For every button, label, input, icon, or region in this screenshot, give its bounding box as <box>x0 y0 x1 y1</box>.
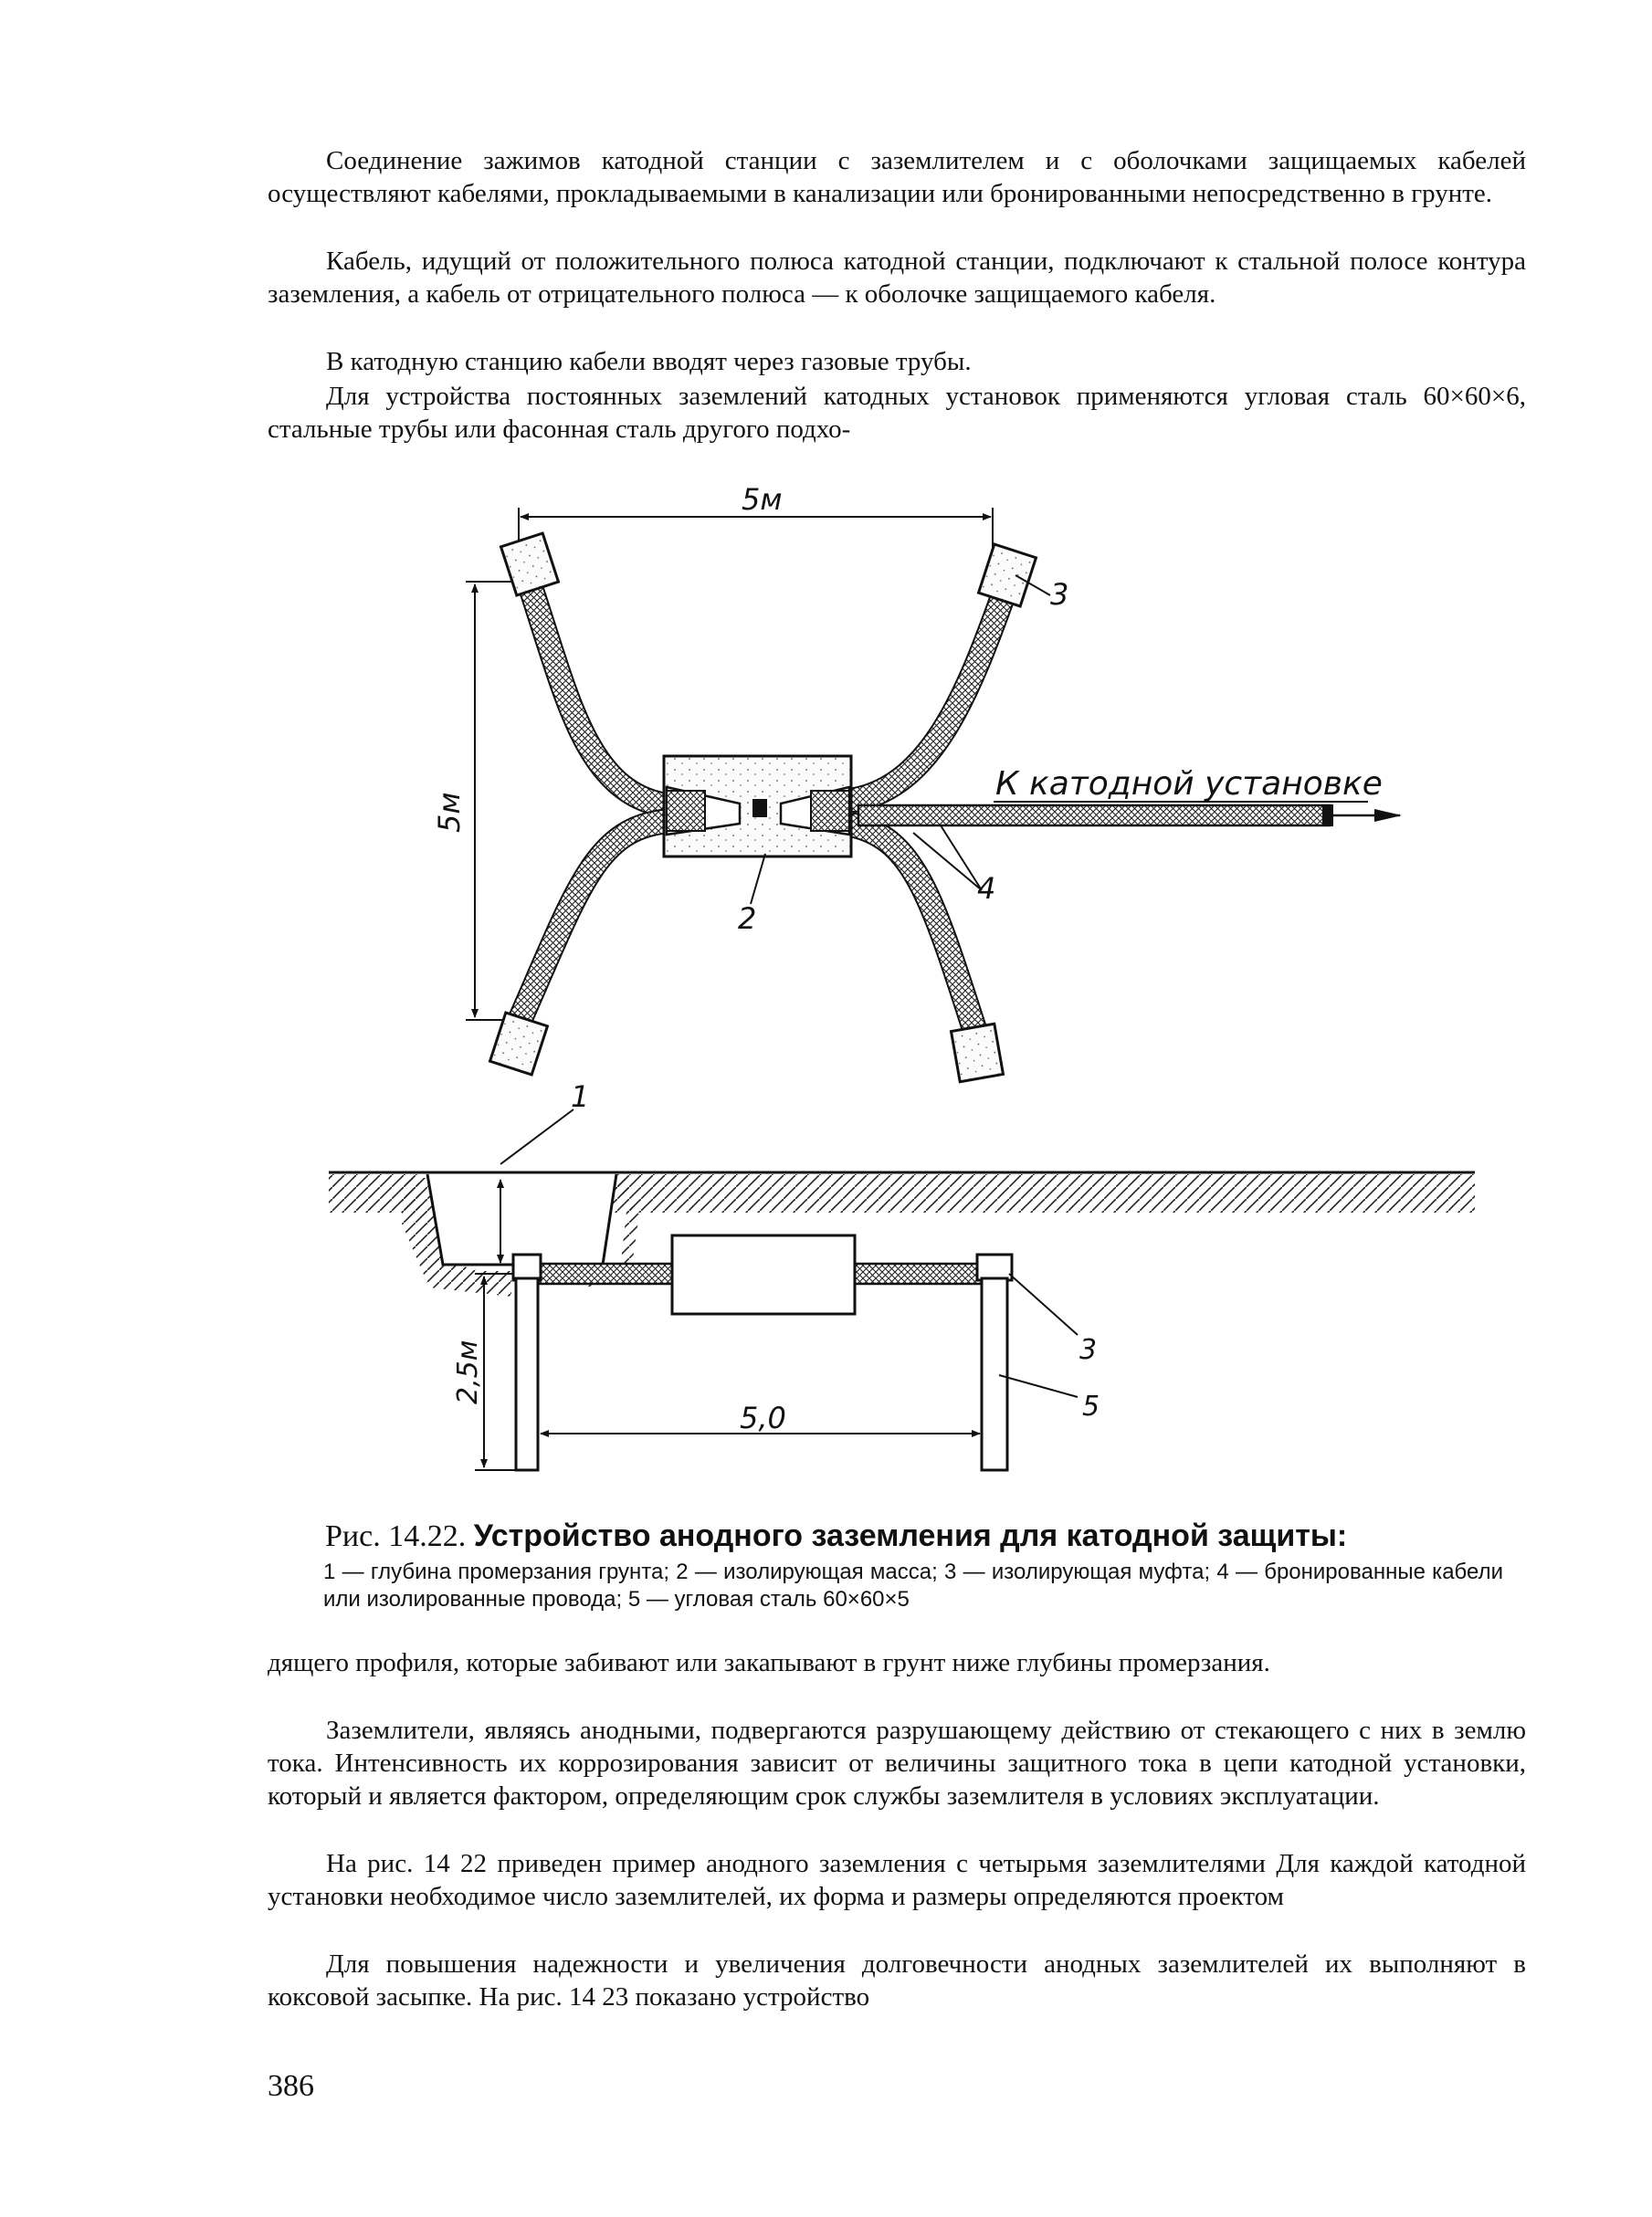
figure-title: Устройство анодного заземления для катодной защиты: <box>473 1518 1348 1553</box>
callout-4: 4 <box>977 871 996 906</box>
paragraph-gas-pipes: В катодную станцию кабели вводят через газовые трубы. <box>326 347 972 376</box>
callout-5: 5 <box>1082 1391 1100 1423</box>
callout-2: 2 <box>738 901 757 936</box>
paragraph-example: На рис. 14 22 приведен пример анодного заземления с четырьмя заземлителями Для каждой катодной установки необходимое число заземлителей, их форма и размеры определяются проектом <box>268 1849 1526 1911</box>
figure-number: Рис. 14.22. <box>325 1519 467 1553</box>
paragraph-profile: дящего профиля, которые забивают или закапывают в грунт ниже глубины промерзания. <box>268 1648 1270 1677</box>
arrow-label: К катодной установке <box>995 765 1383 803</box>
figure-caption-title <box>325 1518 1512 1555</box>
plan-view <box>432 482 1400 1082</box>
figure-legend: 1 — глубина промерзания грунта; 2 — изолирующая масса; 3 — изолирующая муфта; 4 — бронированные кабели или изолированные провода; 5 — угловая сталь 60×60×5 <box>323 1560 1503 1612</box>
dim-depth-label: 2,5м <box>452 1340 484 1404</box>
paragraph-anodic-corrosion: Заземлители, являясь анодными, подвергаются разрушающему действию от стекающего с них в землю тока. Интенсивность их коррозирования зависит от величины защитного тока в цепи катодной установки, который и является фактором, определяющим срок службы заземлителя в условиях эксплуатации. <box>268 1716 1526 1811</box>
page-number: 386 <box>268 2069 314 2103</box>
callout-1: 1 <box>571 1079 590 1114</box>
dim-top-label: 5м <box>742 482 783 517</box>
paragraph-grounding-steel: Для устройства постоянных заземлений катодных установок применяются угловая сталь 60×60×6, стальные трубы или фасонная сталь другого подхо- <box>268 382 1526 444</box>
callout-3-plan: 3 <box>1050 577 1069 612</box>
paragraph-cable-poles: Кабель, идущий от положительного полюса катодной станции, подключают к стальной полосе контура заземления, а кабель от отрицательного полюса — к оболочке защищаемого кабеля. <box>268 247 1526 309</box>
section-view <box>329 1079 1475 1470</box>
paragraph-connection: Соединение зажимов катодной станции с заземлителем и с оболочками защищаемых кабелей осуществляют кабелями, прокладываемыми в канализации или бронированными непосредственно в грунте. <box>268 146 1526 208</box>
callout-3-section: 3 <box>1079 1334 1098 1366</box>
paragraph-coke-backfill: Для повышения надежности и увеличения долговечности анодных заземлителей их выполняют в коксовой засыпке. На рис. 14 23 показано устройство <box>268 1949 1526 2012</box>
dim-span-label: 5,0 <box>740 1401 786 1435</box>
dim-left-label: 5м <box>432 792 467 833</box>
armored-cables <box>519 584 1333 1032</box>
insulating-coupling <box>664 756 851 856</box>
